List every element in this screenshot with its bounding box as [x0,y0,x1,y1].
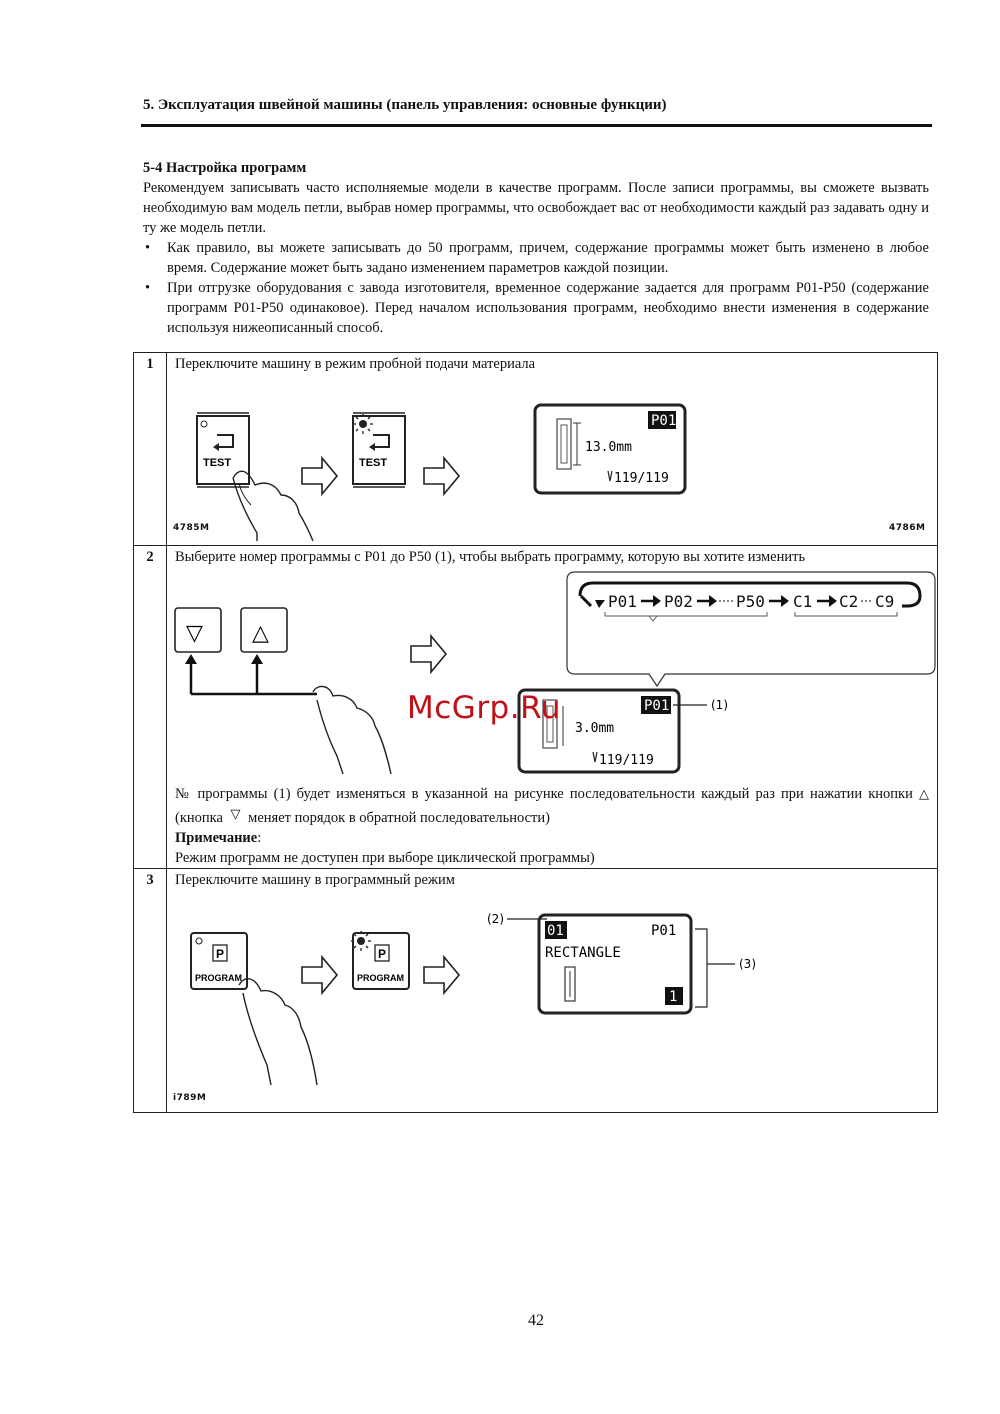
remark-text: Режим программ не доступен при выборе циклической программы) [175,850,595,866]
bullet-list [143,238,929,338]
arrow-right-icon [424,458,459,494]
lcd-page: 1 [669,989,678,1005]
seq-item: C1 [793,592,813,611]
lcd-display [535,405,685,493]
figure-code: i789M [173,1093,207,1103]
lcd-program: P01 [644,698,670,714]
lcd-length: 13.0mm [585,440,632,455]
program-select-figure [167,566,937,774]
test-button-lit [353,413,405,487]
up-key[interactable] [241,608,287,652]
remark-label: Примечание [175,830,258,846]
test-button-pressed [197,413,313,541]
section-title: 5-4 Настройка программ [143,160,307,176]
steps-table [133,352,938,1113]
header-title: 5. Эксплуатация швейной машины (панель управления: основные функции) [143,97,667,113]
step-number: 3 [134,869,167,1113]
step-number: 1 [134,353,167,546]
triangle-down-icon: ▽ [230,807,241,822]
arrow-right-icon [424,957,459,993]
page-number: 42 [528,1312,544,1329]
step-text: Переключите машину в режим пробной подачи материала [175,356,536,372]
intro-paragraph: Рекомендуем записывать часто исполняемые модели в качестве программ. После записи программы, вы сможете вызвать необходимую вам модель петли, выбрав номер программы, что освобождает вас от необходимости каждый раз задавать одну и ту же модель петли. [143,180,929,236]
lcd-length: 3.0mm [575,721,615,736]
program-letter: P [216,947,225,961]
lcd-program-name: RECTANGLE [545,945,621,961]
program-button-pressed [191,933,317,1085]
svg-text:TEST: TEST [359,457,388,469]
figure-code: 4785M [173,523,210,533]
lcd-counter: 119/119 [614,471,669,486]
program-mode-figure [167,889,937,1107]
note-text: № программы (1) будет изменяться в указанной на рисунке последовательности каждый раз при нажатии кнопки [175,786,913,802]
step-note: № программы (1) будет изменяться в указанной на рисунке последовательности каждый раз при нажатии кнопки △ (кнопка ▽ меняет порядок в обратной последовательности) Примечание: Режим программ не доступен при выборе циклической программы) [175,786,930,866]
step-body [167,869,938,1113]
lcd-counter: 119/119 [599,753,654,768]
step-body [167,353,938,546]
program-button-label: PROGRAM [195,973,242,983]
step-text: Переключите машину в программный режим [175,872,455,888]
test-diagram [167,373,938,541]
test-button-label: TEST [203,457,232,469]
triangle-down-icon: ▽ [186,621,203,646]
triangle-up-icon: △ [252,621,269,646]
step-number: 2 [134,546,167,869]
header-rule [141,124,932,127]
seq-item: P50 [736,592,765,611]
seq-item: P02 [664,592,693,611]
down-key[interactable] [175,608,221,652]
seq-item: C9 [875,592,895,611]
seq-item: P01 [608,592,637,611]
program-button-lit [351,931,409,989]
step-text: Выберите номер программы с P01 до P50 (1), чтобы выбрать программу, которую вы хотите изменить [175,549,806,565]
program-mode-diagram [167,889,938,1107]
arrow-right-icon [411,636,446,672]
arrow-right-icon [302,957,337,993]
hand-icon [313,686,391,774]
svg-text:P: P [378,947,387,961]
lcd-program: P01 [651,923,677,939]
seq-item: C2 [839,592,859,611]
key-bracket [191,662,317,694]
bullet-item: • При отгрузке оборудования с завода изготовителя, временное содержание задается для программ P01-P50 (содержание программ P01-P50 одинаковое). Перед началом использования программ, необходимо внести изменения в содержание используя нижеописанный способ. [143,278,929,338]
lcd-display [539,915,691,1013]
svg-text:PROGRAM: PROGRAM [357,973,404,983]
triangle-up-icon: △ [919,787,930,802]
note-text: (кнопка [175,810,223,826]
step-row-3 [134,869,938,1113]
watermark: McGrp.Ru [407,690,561,726]
callout-label: (2) [487,912,504,926]
section-intro [143,178,929,338]
program-select-diagram [167,566,938,774]
bullet-item: • Как правило, вы можете записывать до 50 программ, причем, содержание программы может быть изменено в любое время. Содержание может быть задано изменением параметров каждой позиции. [143,238,929,278]
note-text: меняет порядок в обратной последовательности) [248,810,550,826]
arrow-right-icon [302,458,337,494]
sequence-bubble [567,572,935,686]
test-figure [167,373,937,541]
figure-code: 4786M [889,523,926,533]
callout-label: (1) [711,698,728,712]
callout-label: (3) [739,957,756,971]
step-row-1 [134,353,938,546]
lcd-program: P01 [651,413,677,429]
lcd-item-number: 01 [547,923,564,939]
